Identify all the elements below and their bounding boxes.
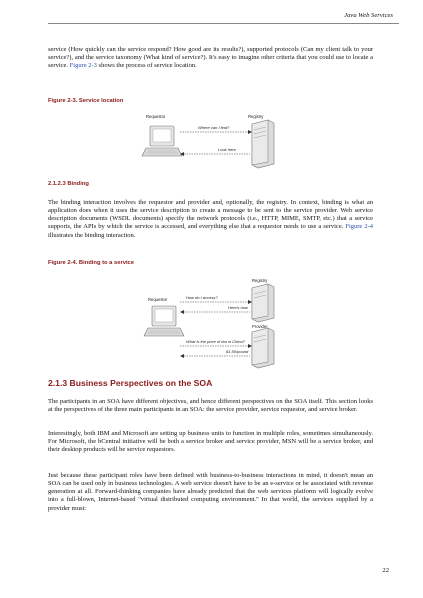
requestor-label: Requestor [146, 114, 166, 119]
paragraph-tail: shows the process of service location. [96, 62, 197, 70]
paragraph-participant-roles: Just because these participant roles have been defined with business-to-business interactions in mind, it doesn't mean an SOA can be used only in business technologies. A web service doesn't have to be an e-service or be associated with revenue generation at all. Forward-thinking companies have already predicted that the web services platform will logically evolve into a full-blown, Internet-based "virtual distributed computing environment." In that world, the services supplied by a provider must: [48, 472, 373, 512]
section-2-1-2-3-heading: 2.1.2.3 Binding [48, 181, 89, 187]
price-question: What is the price of tea in China? [186, 339, 245, 344]
section-2-1-3-heading: 2.1.3 Business Perspectives on the SOA [48, 378, 213, 388]
figure-2-4-diagram [140, 274, 290, 370]
paragraph-text: service (How quickly can the service respond? How good are its results?), supported protocols (Can my client talk to your service?), and the service taxonomy (What kind of service?). It's easy to imagine other criteria that you could use to locate a service. [48, 46, 373, 70]
response-message: Look here [218, 147, 236, 152]
requestor-computer-icon [144, 306, 184, 336]
paragraph-perspectives: The participants in an SOA have different objectives, and hence different perspectives on the SOA itself. This section looks at the perspectives of the three main participants in an SOA: the service provider, service requestor, and service broker. [48, 398, 373, 414]
page-number: 22 [382, 567, 389, 574]
paragraph-binding [48, 199, 373, 240]
price-answer: $1.50/pound [226, 349, 249, 354]
provider-server-icon [252, 328, 274, 368]
provider-label: Provider [252, 324, 268, 329]
access-question: How do I access? [186, 295, 218, 300]
paragraph-service-location [48, 46, 373, 70]
registry-label: Registry [252, 278, 268, 283]
running-header: Java Web Services [344, 12, 393, 19]
figure-2-4-caption: Figure 2-4. Binding to a service [48, 260, 135, 266]
requestor-computer-icon [142, 126, 182, 156]
figure-2-3-link[interactable]: Figure 2-3 [69, 62, 97, 70]
access-answer: Here's how [228, 305, 248, 310]
registry-server-icon [252, 120, 274, 168]
figure-2-3-caption: Figure 2-3. Service location [48, 98, 124, 104]
registry-label: Registry [248, 114, 264, 119]
figure-2-4-link[interactable]: Figure 2-4 [345, 223, 373, 231]
paragraph-text: The binding interaction involves the requestor and provider and, optionally, the registry. In context, binding is what an application does when it uses the service description to create a message to be sent to the service provider. Web service description documents (WSDL documents) specify the network protocols (i.e., HTTP, MIME, SMTP, etc.) that a service supports, the APIs by which the service is accessed, and everything else that a requestor needs to use a service. [48, 199, 373, 231]
header-rule [48, 23, 399, 24]
request-message: Where can I find? [198, 125, 230, 130]
paragraph-ibm-microsoft: Interestingly, both IBM and Microsoft are setting up business units to function in multiple roles, sometimes simultaneously. For Microsoft, the bCentral initiative will be both a service broker and service provider, MSN will be a service broker, and their desktop products will be service requestors. [48, 430, 373, 454]
paragraph-tail: illustrates the binding interaction. [48, 231, 136, 239]
requestor-label: Requestor [148, 297, 168, 302]
figure-2-3-diagram [140, 112, 290, 174]
registry-server-icon [252, 284, 274, 322]
